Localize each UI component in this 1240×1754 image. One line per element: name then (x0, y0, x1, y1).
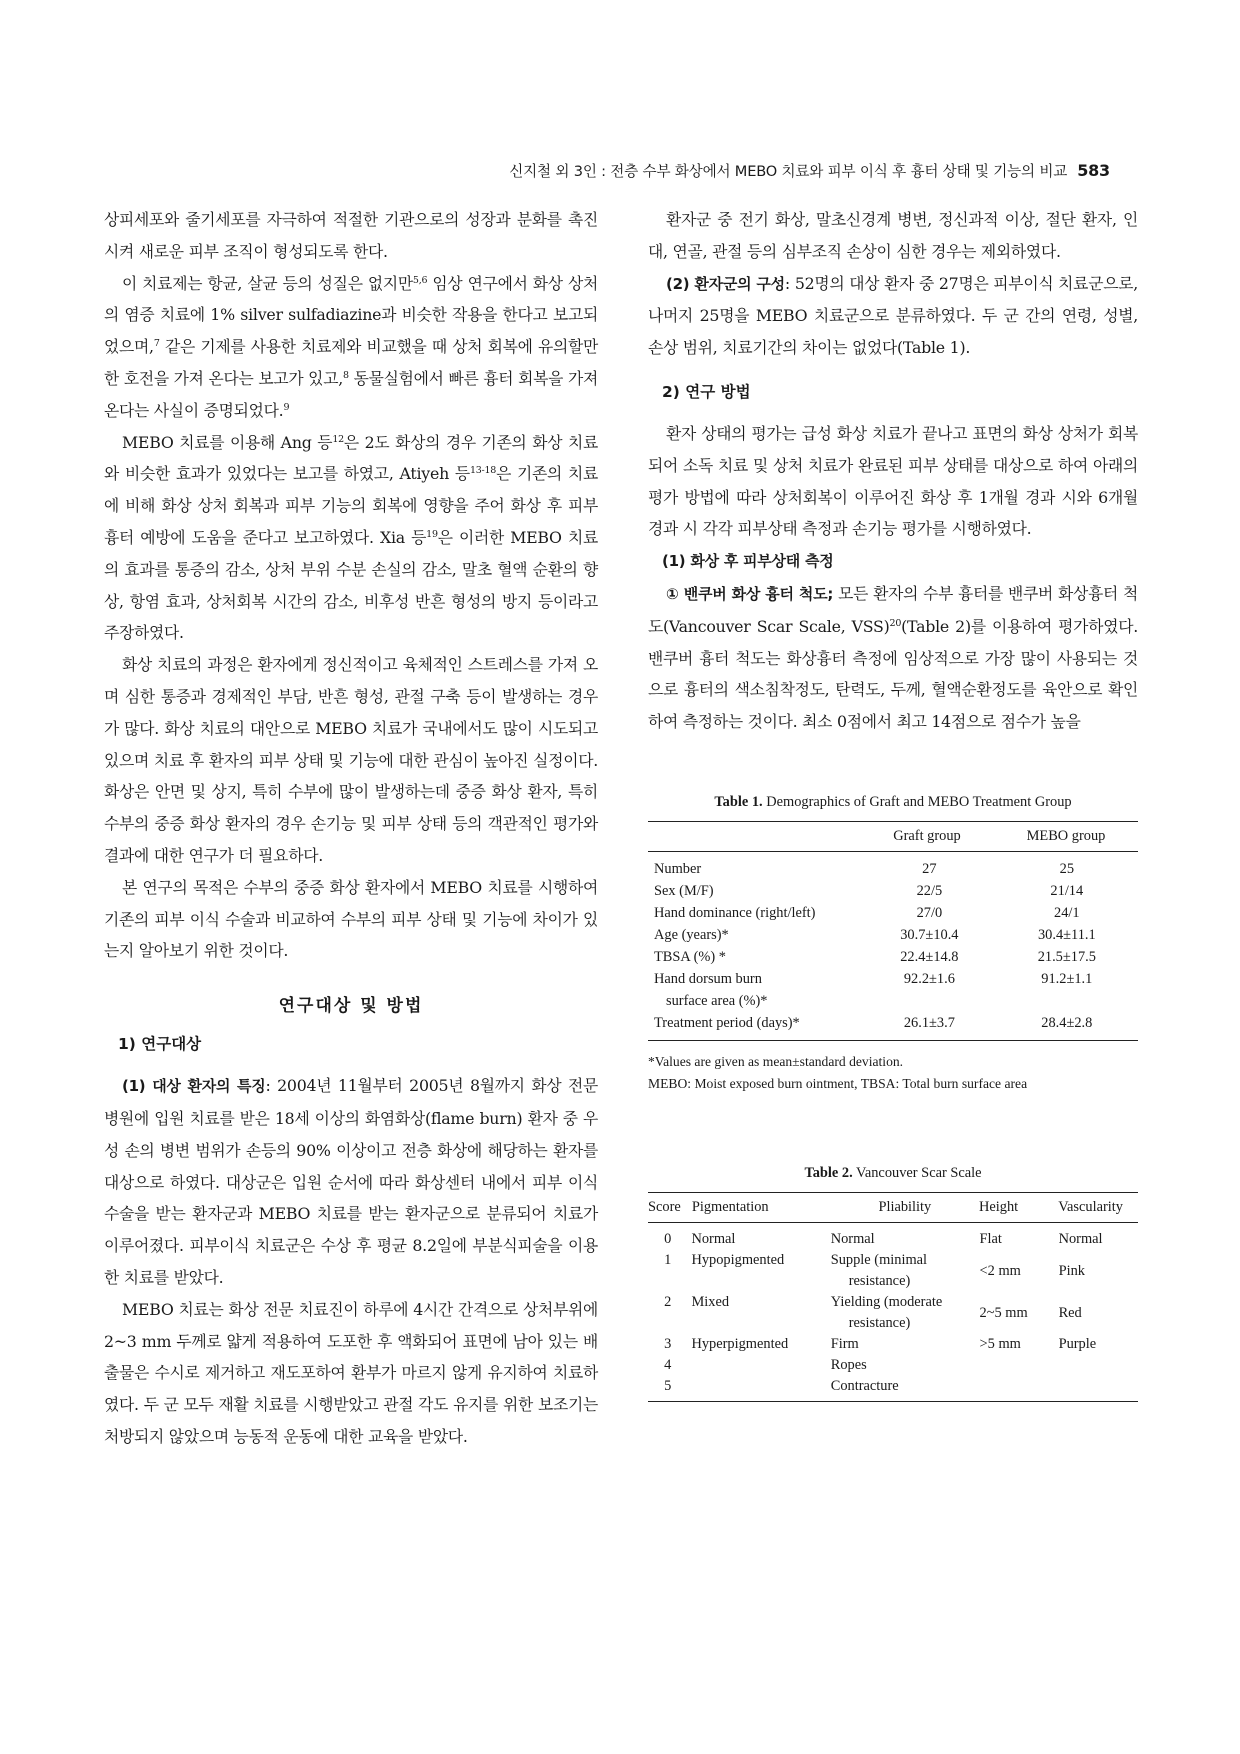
citation: 20 (889, 617, 902, 629)
cell-score: 0 (664, 1231, 672, 1247)
table-rule (648, 821, 1138, 822)
row-label-text: Age (years)* (654, 927, 729, 943)
cell-graft: 30.7±10.4 (900, 927, 959, 943)
body-paragraph: 환자 상태의 평가는 급성 화상 치료가 끝나고 표면의 화상 상처가 회복되어 소독 치료 및 상처 치료가 완료된 피부 상태를 대상으로 하여 아래의 평가 방법에 따라 상처회복이 이루어진 화상 후 1개월 경과 시와 6개월 경과 시 각각 피부상태 측정과 손기능 평가를 시행하였다. (648, 423, 1138, 539)
citation: 12 (332, 433, 344, 445)
column-header: Pigmentation (691, 1199, 769, 1215)
cell-score: 5 (664, 1378, 672, 1394)
cell-pliability (831, 1229, 980, 1250)
cell-mebo: 91.2±1.1 (1041, 971, 1093, 987)
citation: 9 (283, 401, 290, 413)
column-header: MEBO group (1026, 828, 1106, 844)
row-label-text: Hand dorsum burn (654, 971, 762, 987)
left-column (104, 204, 598, 1453)
table-row (648, 1376, 1138, 1397)
pliability-text: Yielding (moderate (830, 1294, 943, 1310)
column-header: Vascularity (1058, 1199, 1123, 1215)
cell-mebo: 28.4±2.8 (1041, 1015, 1093, 1031)
cell-score: 3 (664, 1336, 672, 1352)
cell-pliability (831, 1355, 980, 1376)
cell-pigmentation: Hyperpigmented (691, 1336, 789, 1352)
subsection-heading: 2) 연구 방법 (662, 382, 751, 401)
table-1-header (648, 828, 1138, 845)
cell-height: 2~5 mm (979, 1304, 1028, 1321)
table-2 (648, 1165, 1138, 1402)
subsection-heading: (1) 화상 후 피부상태 측정 (662, 552, 834, 571)
pliability-text: Normal (830, 1231, 875, 1247)
table-1 (648, 794, 1138, 1095)
row-label (648, 880, 863, 902)
cell-pliability (831, 1334, 980, 1355)
row-label (648, 858, 863, 880)
row-label (648, 924, 863, 946)
table-row (648, 1250, 1138, 1292)
row-label (648, 946, 863, 968)
row-label-text: Treatment period (days)* (654, 1015, 800, 1031)
cell-graft: 22/5 (916, 883, 943, 899)
body-paragraph: (1) 대상 환자의 특징: 2004년 11월부터 2005년 8월까지 화상 전문 병원에 입원 치료를 받은 18세 이상의 화염화상(flame burn) 환자 중 우성 손의 병변 범위가 손등의 90% 이상이고 전층 화상에 해당하는 환자를 대상으로 하였다. 대상군은 입원 순서에 따라 화상센터 내에서 피부 이식 수술을 받는 환자군과 MEBO 치료를 받는 환자군으로 분류되어 치료가 이루어졌다. 피부이식 치료군은 수상 후 평균 8.2일에 부분식피술을 이용한 치료를 받았다. (104, 1076, 599, 1287)
cell-height (980, 1376, 1059, 1397)
table-caption: Table 2. Vancouver Scar Scale (804, 1165, 982, 1181)
cell-graft: 26.1±3.7 (903, 1015, 955, 1031)
cell-vascularity: Purple (1058, 1336, 1097, 1352)
column-header: Graft group (893, 828, 961, 844)
subsection-heading: 1) 연구대상 (118, 1035, 202, 1054)
pliability-text: Contracture (830, 1378, 899, 1394)
page-number: 583 (1077, 161, 1110, 180)
table-1-body (648, 858, 1138, 1034)
pliability-text: resistance) (848, 1315, 911, 1331)
table-row (648, 880, 1138, 902)
table-2-header (648, 1199, 1138, 1216)
cell-pigmentation: Mixed (691, 1294, 730, 1310)
cell-height: Flat (979, 1231, 1002, 1247)
body-paragraph: MEBO 치료는 화상 전문 치료진이 하루에 4시간 간격으로 상처부위에 2~3 mm 두께로 얇게 적용하여 도포한 후 액화되어 표면에 남아 있는 배출물은 수시로 제거하고 재도포하여 환부가 마르지 않게 유지하여 치료하였다. 두 군 모두 재활 치료를 시행받았고 관절 각도 유지를 위한 보조기는 처방되지 않았으며 능동적 운동에 대한 교육을 받았다. (104, 1299, 598, 1446)
cell-vascularity: Normal (1058, 1231, 1103, 1247)
running-header (383, 160, 1110, 181)
cell-mebo: 24/1 (1054, 905, 1080, 921)
row-label-text: Sex (M/F) (654, 883, 714, 899)
pliability-text: resistance) (848, 1273, 911, 1289)
body-paragraph: (2) 환자군의 구성: 52명의 대상 환자 중 27명은 피부이식 치료군으로, 나머지 25명을 MEBO 치료군으로 분류하였다. 두 군 간의 연령, 성별, 손상 범위, 치료기간의 차이는 없었다(Table 1). (648, 273, 1138, 358)
table-footnote: MEBO: Moist exposed burn ointment, TBSA: Total burn surface area (648, 1076, 1028, 1091)
running-title: 신지철 외 3인 : 전층 수부 화상에서 MEBO 치료와 피부 이식 후 흉터 상태 및 기능의 비교 (509, 163, 1068, 180)
cell-graft: 22.4±14.8 (900, 949, 959, 965)
cell-mebo: 25 (1059, 861, 1075, 877)
table-row (648, 968, 1138, 1012)
pliability-text: Supple (minimal (830, 1252, 928, 1268)
cell-mebo: 30.4±11.1 (1037, 927, 1096, 943)
row-label-text: Hand dominance (right/left) (654, 905, 816, 921)
cell-pliability (831, 1292, 980, 1334)
table-row (648, 1355, 1138, 1376)
column-header: Height (978, 1199, 1019, 1215)
citation: 8 (342, 369, 349, 381)
table-rule (648, 851, 1138, 852)
cell-mebo: 21/14 (1050, 883, 1084, 899)
table-2-body (648, 1229, 1138, 1397)
citation: 5,6 (412, 274, 428, 286)
body-paragraph: 화상 치료의 과정은 환자에게 정신적이고 육체적인 스트레스를 가져 오며 심한 통증과 경제적인 부담, 반흔 형성, 관절 구축 등이 발생하는 경우가 많다. 화상 치료의 대안으로 MEBO 치료가 국내에서도 많이 시도되고 있으며 치료 후 환자의 피부 상태 및 기능에 대한 관심이 높아진 실정이다. 화상은 안면 및 상지, 특히 수부에 많이 발생하는데 중증 화상 환자, 특히 수부의 중증 화상 환자의 경우 손기능 및 피부 상태 등의 객관적인 평가와 결과에 대한 연구가 더 필요하다. (104, 655, 598, 865)
cell-pliability (831, 1376, 980, 1397)
row-label (648, 902, 863, 924)
table-rule (648, 1040, 1138, 1041)
table-footnote: *Values are given as mean±standard deviation. (648, 1054, 904, 1069)
table-row (648, 902, 1138, 924)
cell-height: <2 mm (979, 1262, 1021, 1279)
body-paragraph: 환자군 중 전기 화상, 말초신경계 병변, 정신과적 이상, 절단 환자, 인대, 연골, 관절 등의 심부조직 손상이 심한 경우는 제외하였다. (648, 210, 1138, 261)
pliability-text: Firm (830, 1336, 859, 1352)
cell-mebo: 21.5±17.5 (1037, 949, 1096, 965)
right-column (648, 204, 1138, 738)
cell-graft: 27 (922, 861, 937, 877)
cell-pigmentation: Normal (691, 1231, 736, 1247)
table-rule (648, 1192, 1138, 1193)
row-label (648, 1012, 863, 1034)
row-label-text: surface area (%)* (666, 993, 768, 1009)
table-row (648, 1012, 1138, 1034)
column-header: Pliability (878, 1199, 932, 1215)
table-row (648, 946, 1138, 968)
citation: 19 (426, 528, 438, 540)
cell-vascularity (1059, 1355, 1138, 1376)
table-rule (648, 1222, 1138, 1223)
table-row (648, 858, 1138, 880)
column-header: Score (648, 1199, 681, 1215)
row-label (648, 968, 863, 1012)
table-row (648, 1229, 1138, 1250)
row-label-text: Number (654, 861, 702, 877)
cell-height (980, 1355, 1059, 1376)
row-label-text: TBSA (%) * (654, 949, 726, 965)
body-paragraph: ① 밴쿠버 화상 흉터 척도; 모든 환자의 수부 흉터를 밴쿠버 화상흉터 척도(Vancouver Scar Scale, VSS)$^{20}$(Table 2)를 이용하여 평가하였다. 밴쿠버 흉터 척도는 화상흉터 측정에 임상적으로 가장 많이 사용되는 것으로 흉터의 색소침착정도, 탄력도, 두께, 혈액순환정도를 육안으로 확인하여 측정하는 것이다. 최소 0점에서 최고 14점으로 점수가 높을 (648, 583, 1138, 732)
cell-pigmentation: Hypopigmented (691, 1252, 785, 1268)
cell-graft: 92.2±1.6 (903, 971, 955, 987)
cell-score: 4 (664, 1357, 672, 1373)
cell-score: 2 (664, 1294, 672, 1310)
cell-score: 1 (664, 1252, 672, 1268)
table-row (648, 1334, 1138, 1355)
table-rule (648, 1401, 1138, 1402)
table-row (648, 924, 1138, 946)
cell-graft: 27/0 (916, 905, 943, 921)
cell-pliability (831, 1250, 980, 1292)
cell-pigmentation (687, 1355, 830, 1376)
table-row (648, 1292, 1138, 1334)
cell-height: >5 mm (979, 1336, 1021, 1352)
citation: 13-18 (469, 465, 497, 477)
citation: 7 (153, 338, 160, 350)
cell-vascularity (1059, 1376, 1138, 1397)
body-paragraph: MEBO 치료를 이용해 Ang 등$^{12}$은 2도 화상의 경우 기존의 화상 치료와 비슷한 효과가 있었다는 보고를 하였고, Atiyeh 등$^{13-18}$은 기존의 치료에 비해 화상 상처 회복과 피부 기능의 회복에 영향을 주어 화상 후 피부 흉터 예방에 도움을 준다고 보고하였다. Xia 등$^{19}$은 이러한 MEBO 치료의 효과를 통증의 감소, 상처 부위 수분 손실의 감소, 말초 혈액 순환의 향상, 항염 효과, 상처회복 시간의 감소, 비후성 반흔 형성의 방지 등이라고 주장하였다. (104, 432, 598, 643)
body-paragraph: 이 치료제는 항균, 살균 등의 성질은 없지만$^{5,6}$ 임상 연구에서 화상 상처의 염증 치료에 1% silver sulfadiazine과 비슷한 작용을 한다고 보고되었으며,$^7$ 같은 기제를 사용한 치료제와 비교했을 때 상처 회복에 유의할만한 호전을 가져 온다는 보고가 있고,$^8$ 동물실험에서 빠른 흉터 회복을 가져온다는 사실이 증명되었다.$^9$ (104, 273, 598, 420)
table-caption: Table 1. Demographics of Graft and MEBO Treatment Group (714, 794, 1072, 810)
section-heading: 연구대상 및 방법 (278, 996, 424, 1017)
pliability-text: Ropes (830, 1357, 867, 1373)
cell-pigmentation (687, 1376, 830, 1397)
cell-vascularity: Pink (1058, 1262, 1085, 1279)
body-paragraph: 본 연구의 목적은 수부의 중증 화상 환자에서 MEBO 치료를 시행하여 기존의 피부 이식 수술과 비교하여 수부의 피부 상태 및 기능에 차이가 있는지 알아보기 위한 것이다. (104, 877, 598, 961)
body-paragraph: 상피세포와 줄기세포를 자극하여 적절한 기관으로의 성장과 분화를 촉진시켜 새로운 피부 조직이 형성되도록 한다. (104, 210, 598, 261)
cell-vascularity: Red (1058, 1304, 1082, 1321)
